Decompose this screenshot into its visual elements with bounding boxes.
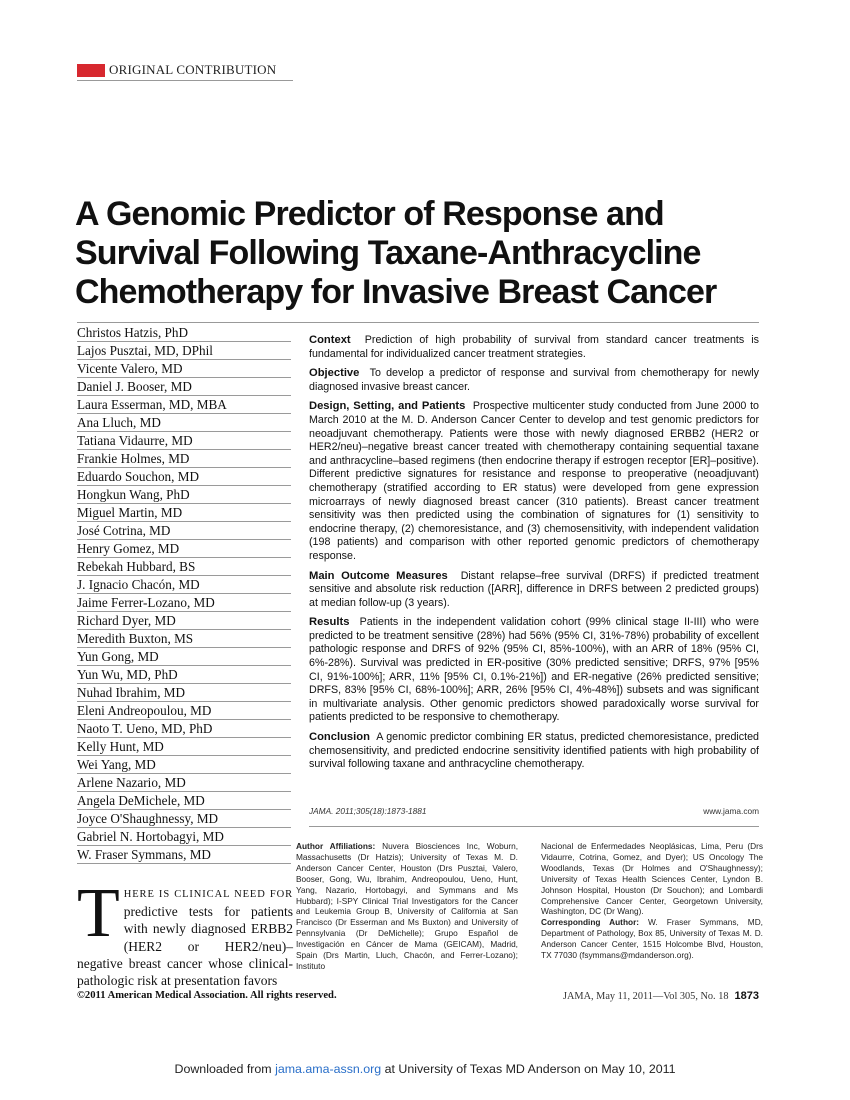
author-item: W. Fraser Symmans, MD <box>77 846 291 864</box>
abstract <box>309 334 759 778</box>
abstract-label: Objective <box>309 367 360 380</box>
abstract-text: Prospective multicenter study conducted from June 2000 to March 2010 at the M. D. Anderson Cancer Center to develop and test genomic predictors for neoadjuvant chemotherapy. Patients were those with newly diagnosed ERBB2 (HER2 or HER2/neu)–negative breast cancer treated with chemotherapy containing sequential taxane and anthracycline–based regimens (then endocrine therapy if estrogen receptor [ER]–positive). Different predictive signatures for resistance and response to preoperative (neoadjuvant) chemotherapy (stratified according to ER status) were developed from gene expression microarrays of newly diagnosed breast cancer (310 patients). Breast cancer treatment sensitivity was then predicted using the combination of signatures for (1) sensitivity to endocrine therapy, (2) chemoresistance, and (3) chemosensitivity, with independent validation (198 patients) and comparison with other reported genomic predictors of chemotherapy response. <box>309 400 759 562</box>
author-item: Lajos Pusztai, MD, DPhil <box>77 342 291 360</box>
author-item: Daniel J. Booser, MD <box>77 378 291 396</box>
author-item: Laura Esserman, MD, MBA <box>77 396 291 414</box>
author-item: Henry Gomez, MD <box>77 540 291 558</box>
author-item: Meredith Buxton, MS <box>77 630 291 648</box>
author-item: Naoto T. Ueno, MD, PhD <box>77 720 291 738</box>
abstract-label: Main Outcome Measures <box>309 569 448 582</box>
intro-small-caps: HERE IS CLINICAL NEED FOR <box>123 889 293 900</box>
download-notice <box>0 1062 850 1076</box>
intro-paragraph <box>77 875 293 989</box>
affiliations-right <box>541 841 763 961</box>
author-item: Kelly Hunt, MD <box>77 738 291 756</box>
affiliations-text: Nuvera Biosciences Inc, Woburn, Massachusetts (Dr Hatzis); University of Texas M. D. Anderson Cancer Center, Houston (Drs Pusztai, Valero, Booser, Gong, Wu, Ibrahim, Andreopoulou, Ueno, Hunt, Yang, Nazario, Hortobagyi, and Symmans and Ms Hubbard); I-SPY Clinical Trial Investigators for the Cancer and Leukemia Group B, University of California at San Francisco (Dr Esserman and Ms Buxton) and University of Pennsylvania (Dr DeMichelle); Grupo Español de Investigación en Cáncer de Mama (GEICAM), Madrid, Spain (Drs Martin, Lluch, Chacón, and Ferrer-Lozano); Instituto <box>296 841 518 971</box>
journal-website-link[interactable]: www.jama.com <box>703 806 759 816</box>
abstract-label: Conclusion <box>309 731 370 744</box>
abstract-label: Results <box>309 616 350 629</box>
page-number: 1873 <box>734 990 759 1002</box>
article-title: A Genomic Predictor of Response and Survival Following Taxane-Anthracycline Chemotherapy for Invasive Breast Cancer <box>75 195 717 311</box>
download-prefix: Downloaded from <box>174 1062 272 1076</box>
download-suffix: at University of Texas MD Anderson on May 10, 2011 <box>384 1062 676 1076</box>
section-label: ORIGINAL CONTRIBUTION <box>109 62 277 77</box>
author-item: Eleni Andreopoulou, MD <box>77 702 291 720</box>
copyright: ©2011 American Medical Association. All rights reserved. <box>77 990 337 1001</box>
download-source-link[interactable]: jama.ama-assn.org <box>275 1062 382 1076</box>
header-divider <box>77 80 293 81</box>
abstract-design <box>309 400 759 563</box>
abstract-text: Prediction of high probability of survival from standard cancer treatments is fundamental for individualized cancer treatment strategies. <box>309 334 759 360</box>
abstract-context <box>309 334 759 361</box>
journal-info <box>508 990 759 1002</box>
abstract-objective <box>309 367 759 394</box>
author-item: Hongkun Wang, PhD <box>77 486 291 504</box>
author-list <box>77 324 291 864</box>
author-item: Miguel Martin, MD <box>77 504 291 522</box>
author-item: Christos Hatzis, PhD <box>77 324 291 342</box>
author-item: Gabriel N. Hortobagyi, MD <box>77 828 291 846</box>
author-item: Vicente Valero, MD <box>77 360 291 378</box>
corresponding-author-label: Corresponding Author: <box>541 917 640 928</box>
author-item: Yun Wu, MD, PhD <box>77 666 291 684</box>
affiliations-text: Nacional de Enfermedades Neoplásicas, Lima, Peru (Drs Vidaurre, Cotrina, Gomez, and Dyer); US Oncology The Woodlands, Texas (Dr Holmes and O'Shaughnessy); University of Texas Health Sciences Center, Lyndon B. Johnson Hospital, Houston (Dr Souchon); and Lombardi Comprehensive Cancer Center, Georgetown University, Washington, DC (Dr Wang). <box>541 841 763 917</box>
author-item: Wei Yang, MD <box>77 756 291 774</box>
author-item: José Cotrina, MD <box>77 522 291 540</box>
abstract-text: To develop a predictor of response and survival from chemotherapy for newly diagnosed invasive breast cancer. <box>309 367 759 393</box>
author-item: Jaime Ferrer-Lozano, MD <box>77 594 291 612</box>
intro-text: predictive tests for patients with newly diagnosed ERBB2 (HER2 or HER2/neu)–negative breast cancer whose clinical-pathologic risk at presentation favors <box>77 904 293 989</box>
affiliations-left <box>296 841 518 972</box>
abstract-text: Patients in the independent validation cohort (99% clinical stage II-III) who were predicted to be treatment sensitive (28%) had 56% (95% CI, 31%-78%) probability of excellent pathologic response and DRFS of 92% (95% CI, 85%-100%), with an ARR of 18% (95% CI, 6%-28%). Survival was predicted in ER-positive (30% predicted sensitive; DRFS, 97% [95% CI, 91%-100%]; ARR, 11% [95% CI, 0.1%-21%]) and ER-negative (26% predicted sensitive; DRFS, 83% [95% CI, 68%-100%]; ARR, 26% [95% CI, 4%-48%]) subsets and was significant in multivariate analysis. Other genomic predictors showed paradoxically worse survival for patients predicted to be responsive to chemotherapy. <box>309 616 759 724</box>
author-item: Richard Dyer, MD <box>77 612 291 630</box>
abstract-text: A genomic predictor combining ER status, predicted chemoresistance, predicted chemosensitivity, and predicted endocrine sensitivity identified patients with high probability of survival following taxane and anthracycline chemotherapy. <box>309 731 759 771</box>
affiliations-label: Author Affiliations: <box>296 841 376 851</box>
section-tag <box>77 62 276 78</box>
abstract-conclusion <box>309 731 759 772</box>
author-item: Frankie Holmes, MD <box>77 450 291 468</box>
author-item: Rebekah Hubbard, BS <box>77 558 291 576</box>
author-item: Nuhad Ibrahim, MD <box>77 684 291 702</box>
journal-issue: JAMA, May 11, 2011—Vol 305, No. 18 <box>562 991 729 1002</box>
abstract-text: Distant relapse–free survival (DRFS) if predicted treatment sensitive and absolute risk reduction ([ARR], difference in DRFS between 2 predicted groups) at median follow-up (3 years). <box>309 569 759 609</box>
author-item: Ana Lluch, MD <box>77 414 291 432</box>
author-item: Eduardo Souchon, MD <box>77 468 291 486</box>
citation: JAMA. 2011;305(18):1873-1881 <box>309 806 427 816</box>
drop-cap: T <box>77 875 120 952</box>
abstract-divider <box>309 826 759 827</box>
abstract-results <box>309 616 759 725</box>
author-item: Arlene Nazario, MD <box>77 774 291 792</box>
author-item: Joyce O'Shaughnessy, MD <box>77 810 291 828</box>
author-item: J. Ignacio Chacón, MD <box>77 576 291 594</box>
author-item: Tatiana Vidaurre, MD <box>77 432 291 450</box>
abstract-footer <box>309 806 759 816</box>
author-item: Angela DeMichele, MD <box>77 792 291 810</box>
corresponding-author-text: W. Fraser Symmans, MD, Department of Pathology, Box 85, University of Texas M. D. Anderson Cancer Center, 1515 Holcombe Blvd, Houston, TX 77030 (fsymmans@mdanderson.org). <box>541 917 763 961</box>
abstract-outcome <box>309 570 759 611</box>
section-color-bar <box>77 64 105 77</box>
author-item: Yun Gong, MD <box>77 648 291 666</box>
abstract-label: Context <box>309 334 351 346</box>
title-divider <box>77 322 759 323</box>
abstract-label: Design, Setting, and Patients <box>309 400 466 413</box>
